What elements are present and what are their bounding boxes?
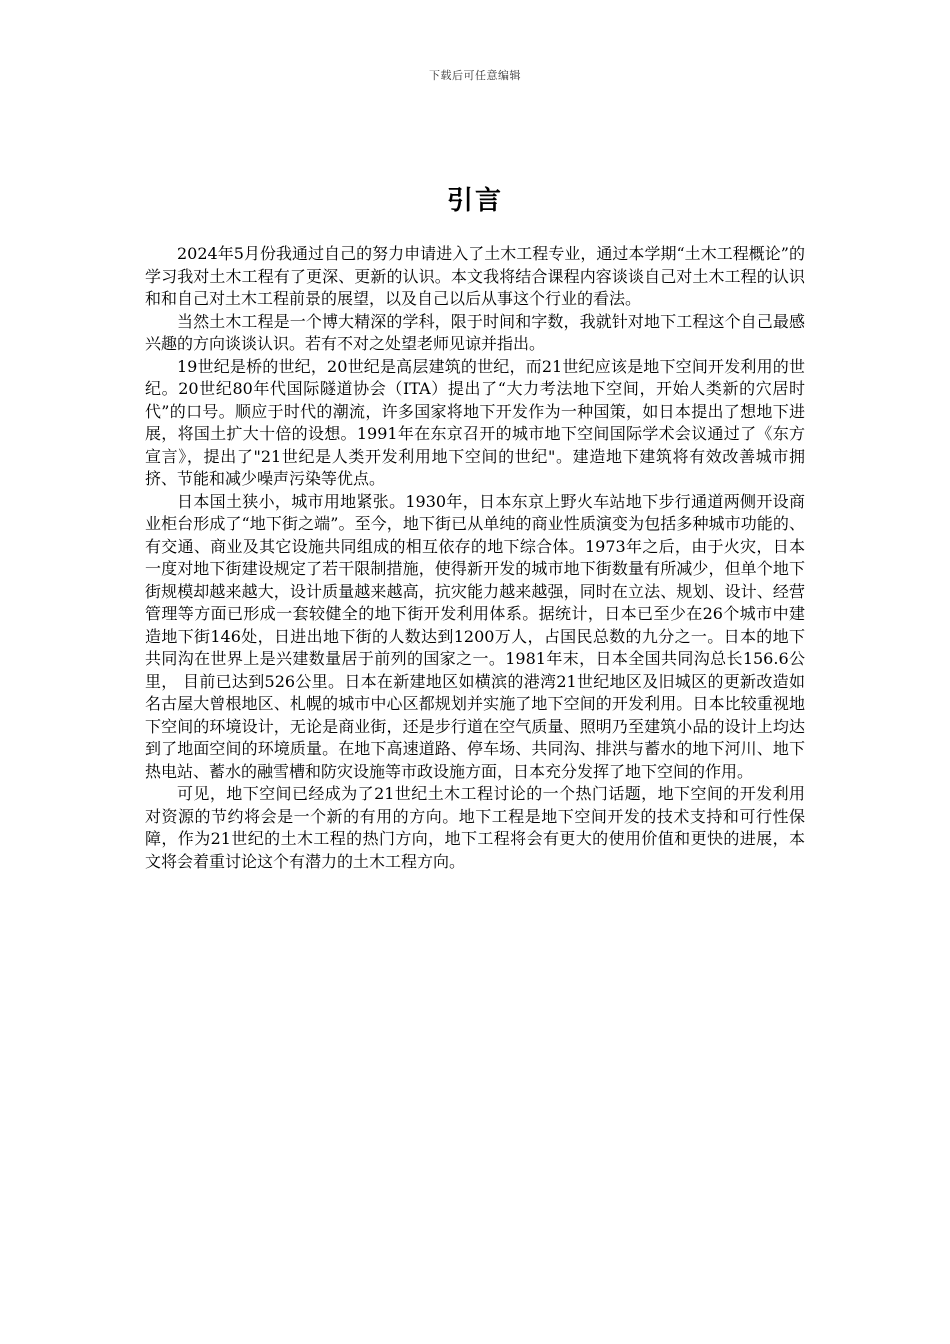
paragraph-1: 2024年5月份我通过自己的努力申请进入了土木工程专业，通过本学期“土木工程概论”的学习我对土木工程有了更深、更新的认识。本文我将结合课程内容谈谈自己对土木工程的认识和和自己对土木工程前景的展望，以及自己以后从事这个行业的看法。 — [145, 244, 805, 308]
page-header-note: 下载后可任意编辑 — [429, 69, 521, 82]
paragraph-5: 可见，地下空间已经成为了21世纪土木工程讨论的一个热门话题，地下空间的开发利用对资源的节约将会是一个新的有用的方向。地下工程是地下空间开发的技术支持和可行性保障，作为21世纪的土木工程的热门方向，地下工程将会有更大的使用价值和更快的进展，本文将会着重讨论这个有潜力的土木工程方向。 — [145, 784, 805, 871]
paragraph-3: 19世纪是桥的世纪，20世纪是高层建筑的世纪，而21世纪应该是地下空间开发利用的世纪。20世纪80年代国际隧道协会（ITA）提出了“大力考法地下空间，开始人类新的穴居时代”的口号。顺应于时代的潮流，许多国家将地下开发作为一种国策，如日本提出了想地下进展，将国土扩大十倍的设想。1991年在东京召开的城市地下空间国际学术会议通过了《东方宣言》，提出了"21世纪是人类开发利用地下空间的世纪"。建造地下建筑将有效改善城市拥挤、节能和减少噪声污染等优点。 — [145, 356, 805, 488]
document-body — [145, 243, 805, 873]
page-title: 引言 — [446, 186, 503, 216]
paragraph-2: 当然土木工程是一个博大精深的学科，限于时间和字数，我就针对地下工程这个自己最感兴趣的方向谈谈认识。若有不对之处望老师见谅并指出。 — [145, 311, 805, 353]
paragraph-4: 日本国土狭小，城市用地紧张。1930年，日本东京上野火车站地下步行通道两侧开设商业柜台形成了“地下街之端”。至今，地下街已从单纯的商业性质演变为包括多种城市功能的、有交通、商业及其它设施共同组成的相互依存的地下综合体。1973年之后，由于火灾，日本一度对地下街建设规定了若干限制措施，使得新开发的城市地下街数量有所减少，但单个地下街规模却越来越大，设计质量越来越高，抗灾能力越来越强，同时在立法、规划、设计、经营管理等方面已形成一套较健全的地下街开发利用体系。据统计，日本已至少在26个城市中建造地下街146处，日进出地下街的人数达到1200万人，占国民总数的九分之一。日本的地下共同沟在世界上是兴建数量居于前列的国家之一。1981年末，日本全国共同沟总长156.6公里， 目前已达到526公里。日本在新建地区如横滨的港湾21世纪地区及旧城区的更新改造如名古屋大曾根地区、札幌的城市中心区都规划并实施了地下空间的开发利用。日本比较重视地下空间的环境设计，无论是商业街，还是步行道在空气质量、照明乃至建筑小品的设计上均达到了地面空间的环境质量。在地下高速道路、停车场、共同沟、排洪与蓄水的地下河川、地下热电站、蓄水的融雪槽和防灾设施等市政设施方面，日本充分发挥了地下空间的作用。 — [145, 491, 805, 781]
